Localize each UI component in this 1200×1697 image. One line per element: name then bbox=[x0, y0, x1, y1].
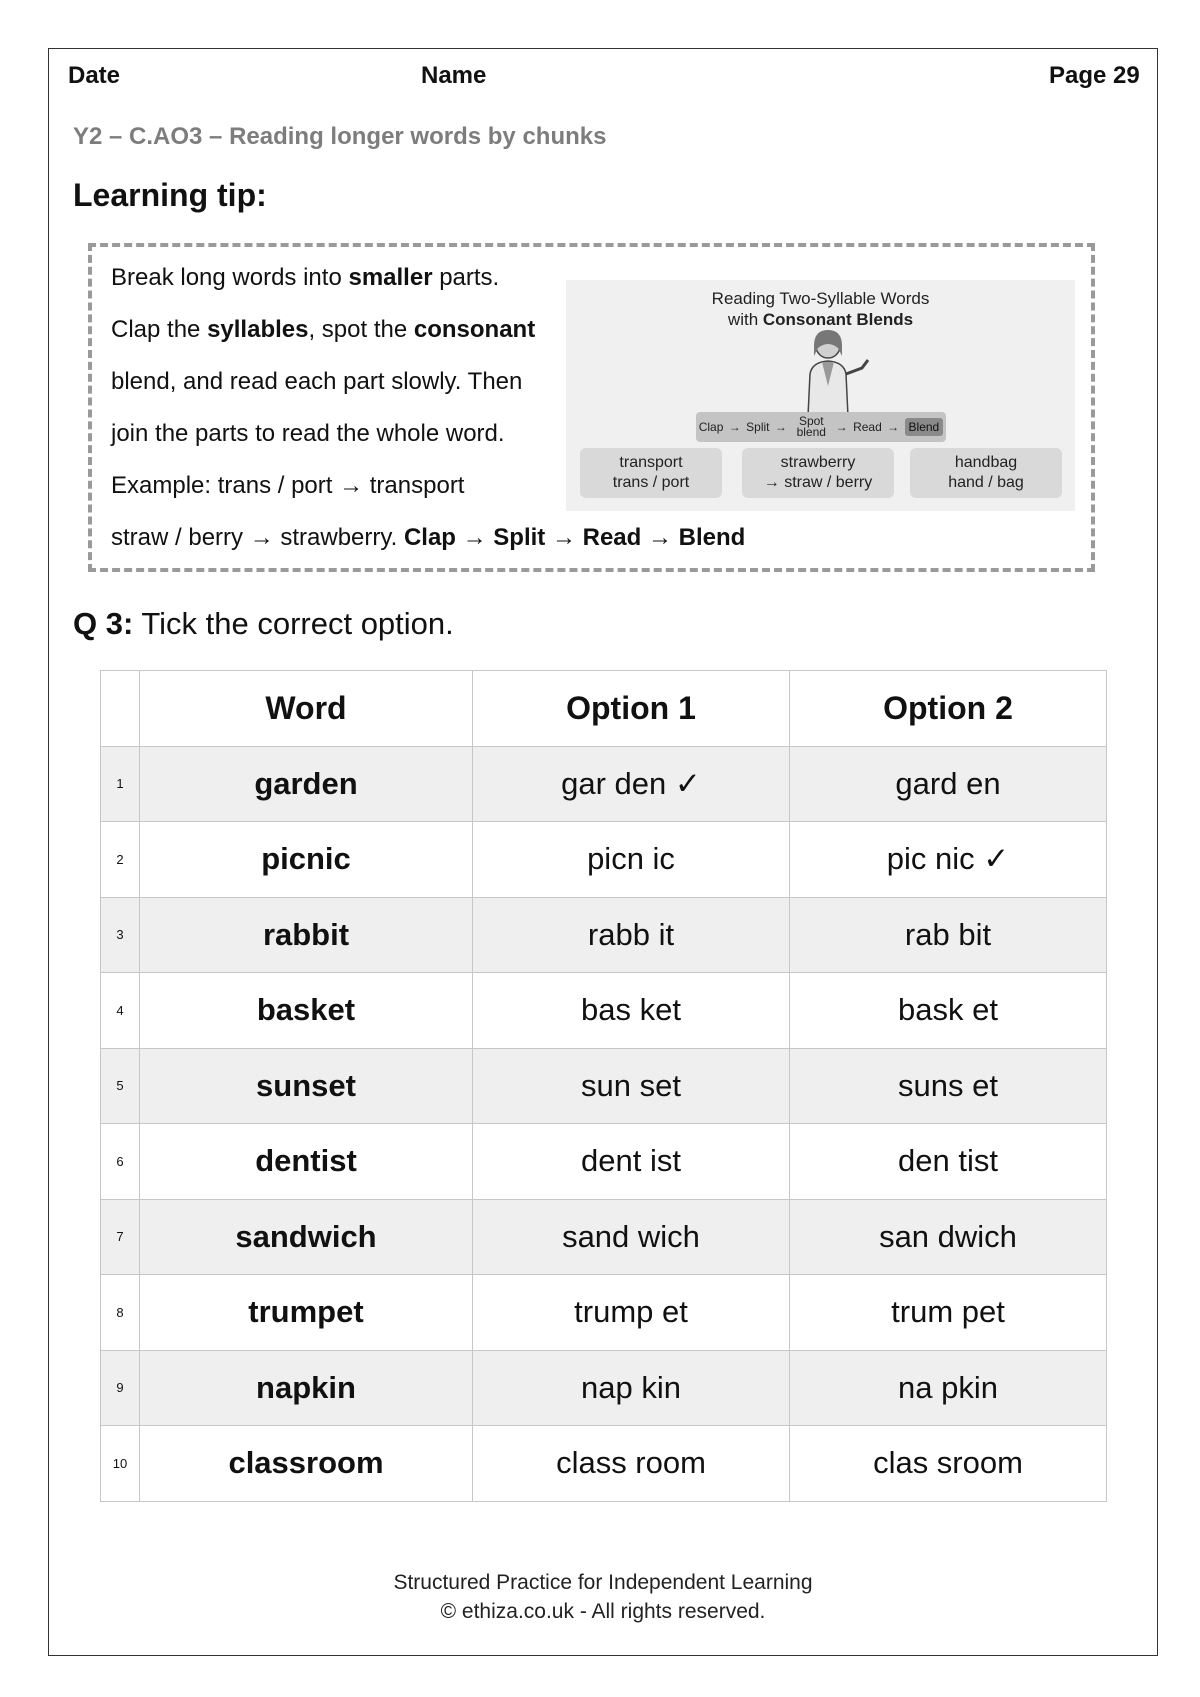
row-number: 10 bbox=[101, 1426, 140, 1502]
date-label: Date bbox=[68, 62, 121, 89]
tip-line: straw / berry → strawberry. Clap → Split → Read → Blend bbox=[111, 524, 746, 551]
word-cell: dentist bbox=[140, 1124, 473, 1200]
name-label: Name bbox=[421, 62, 487, 89]
row-number: 8 bbox=[101, 1275, 140, 1351]
option-1-cell[interactable]: trump et bbox=[473, 1275, 790, 1351]
word-cell: basket bbox=[140, 973, 473, 1049]
row-number: 7 bbox=[101, 1199, 140, 1275]
word-cell: napkin bbox=[140, 1350, 473, 1426]
learning-tip-heading: Learning tip: bbox=[73, 177, 267, 213]
table-row bbox=[101, 746, 1107, 822]
option-2-cell[interactable]: clas sroom bbox=[790, 1426, 1107, 1502]
table-row bbox=[101, 1199, 1107, 1275]
row-number: 9 bbox=[101, 1350, 140, 1426]
row-number: 4 bbox=[101, 973, 140, 1049]
syllable-table bbox=[100, 670, 1107, 1502]
page-number: Page 29 bbox=[1049, 62, 1140, 89]
example-card: strawberry → straw / berry bbox=[742, 448, 894, 498]
word-cell: picnic bbox=[140, 822, 473, 898]
option-1-cell[interactable]: sun set bbox=[473, 1048, 790, 1124]
footer-line-1: Structured Practice for Independent Learning bbox=[393, 1571, 813, 1594]
illustration-panel bbox=[566, 280, 1075, 511]
table-row bbox=[101, 1275, 1107, 1351]
option-1-cell[interactable]: rabb it bbox=[473, 897, 790, 973]
strategy-steps: Clap → Split → Spot blend → Read → Blend bbox=[696, 412, 946, 442]
example-card: handbag hand / bag bbox=[910, 448, 1062, 498]
question-title: Q 3: Tick the correct option. bbox=[73, 606, 454, 641]
option-2-cell[interactable]: na pkin bbox=[790, 1350, 1107, 1426]
option-2-cell[interactable]: suns et bbox=[790, 1048, 1107, 1124]
option-1-cell[interactable]: picn ic bbox=[473, 822, 790, 898]
option-2-cell[interactable]: pic nic ✓ bbox=[790, 822, 1107, 898]
word-cell: trumpet bbox=[140, 1275, 473, 1351]
option-1-cell[interactable]: nap kin bbox=[473, 1350, 790, 1426]
table-row bbox=[101, 1048, 1107, 1124]
example-card: transport trans / port bbox=[580, 448, 722, 498]
illustration-title: Reading Two-Syllable Words with Consonant Blends bbox=[711, 289, 930, 329]
option-2-cell[interactable]: trum pet bbox=[790, 1275, 1107, 1351]
tip-line: join the parts to read the whole word. bbox=[111, 420, 505, 447]
tip-line: blend, and read each part slowly. Then bbox=[111, 368, 523, 395]
option-1-cell[interactable]: sand wich bbox=[473, 1199, 790, 1275]
option-1-cell[interactable]: gar den ✓ bbox=[473, 746, 790, 822]
table-row bbox=[101, 897, 1107, 973]
word-cell: rabbit bbox=[140, 897, 473, 973]
table-row bbox=[101, 1426, 1107, 1502]
option-2-cell[interactable]: rab bit bbox=[790, 897, 1107, 973]
tip-line: Clap the syllables, spot the consonant bbox=[111, 316, 536, 343]
table-row bbox=[101, 973, 1107, 1049]
option-2-cell[interactable]: bask et bbox=[790, 973, 1107, 1049]
footer-copyright: © ethiza.co.uk - All rights reserved. bbox=[440, 1600, 766, 1623]
lesson-subtitle: Y2 – C.AO3 – Reading longer words by chunks bbox=[73, 123, 607, 150]
row-number: 6 bbox=[101, 1124, 140, 1200]
teacher-illustration bbox=[788, 326, 878, 421]
option-1-cell[interactable]: bas ket bbox=[473, 973, 790, 1049]
word-cell: garden bbox=[140, 746, 473, 822]
table-row bbox=[101, 822, 1107, 898]
column-header: Word bbox=[140, 671, 473, 747]
row-number: 1 bbox=[101, 746, 140, 822]
row-number: 5 bbox=[101, 1048, 140, 1124]
option-1-cell[interactable]: dent ist bbox=[473, 1124, 790, 1200]
table-header-row bbox=[101, 671, 1107, 747]
option-2-cell[interactable]: gard en bbox=[790, 746, 1107, 822]
column-header bbox=[101, 671, 140, 747]
column-header: Option 1 bbox=[473, 671, 790, 747]
option-2-cell[interactable]: den tist bbox=[790, 1124, 1107, 1200]
option-1-cell[interactable]: class room bbox=[473, 1426, 790, 1502]
row-number: 3 bbox=[101, 897, 140, 973]
word-cell: sandwich bbox=[140, 1199, 473, 1275]
row-number: 2 bbox=[101, 822, 140, 898]
word-cell: sunset bbox=[140, 1048, 473, 1124]
table-row bbox=[101, 1124, 1107, 1200]
learning-tip-text bbox=[111, 258, 746, 570]
column-header: Option 2 bbox=[790, 671, 1107, 747]
tip-line: Break long words into smaller parts. bbox=[111, 264, 500, 291]
table-row bbox=[101, 1350, 1107, 1426]
option-2-cell[interactable]: san dwich bbox=[790, 1199, 1107, 1275]
tip-line: Example: trans / port → transport bbox=[111, 472, 465, 499]
word-cell: classroom bbox=[140, 1426, 473, 1502]
